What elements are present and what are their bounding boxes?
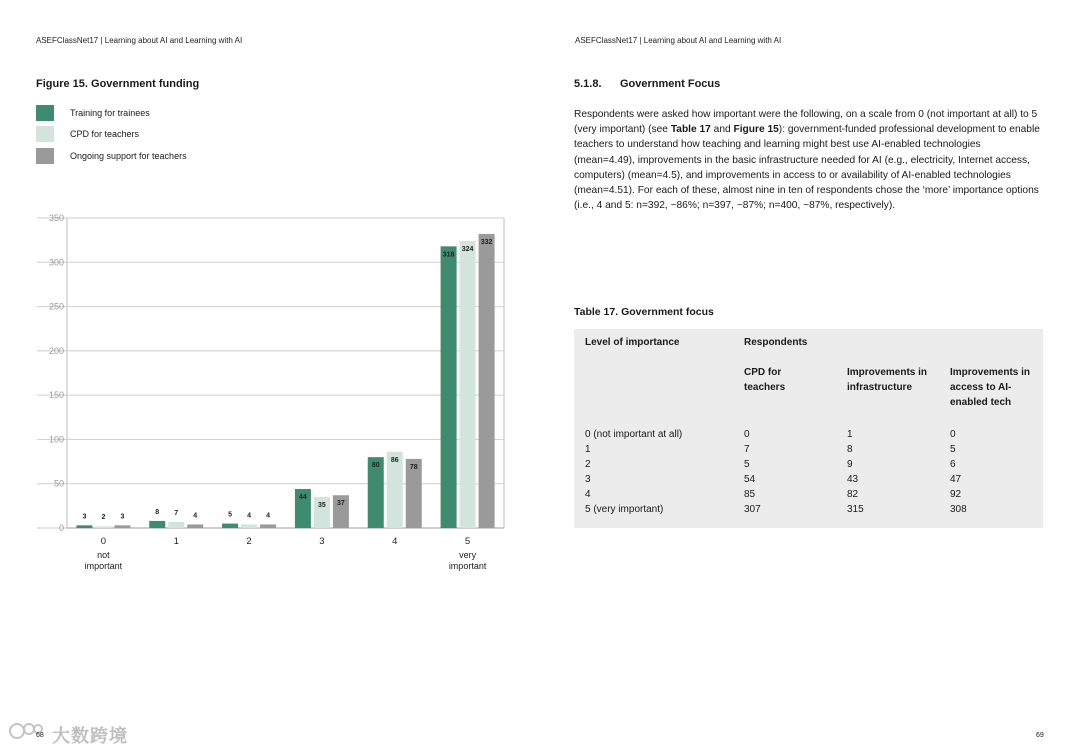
data-label: 4	[266, 512, 271, 520]
para-and: and	[710, 124, 734, 136]
data-label: 324	[461, 246, 474, 254]
table-reference[interactable]: Table 17	[670, 124, 711, 136]
data-label: 37	[337, 500, 345, 508]
data-label: 3	[120, 513, 125, 521]
bar-training-for-trainees-0	[76, 525, 92, 528]
cell-cpd: 85	[744, 489, 756, 500]
cell-cpd: 7	[744, 444, 750, 455]
cell-infrastructure: 9	[847, 459, 853, 470]
page-number-right: 69	[1036, 732, 1044, 739]
row-level: 3	[585, 474, 591, 485]
para-part1: Respondents were asked how important were the following, on a scale from 0 (not important at all) to 5 (very important) (see	[574, 109, 1038, 136]
para-part2: ): government-funded professional development to enable teachers to understand how teaching and learning might best use AI-enabled technologies (mean=4.49), improvements in the basic infrastructure needed for AI (e.g., electricity, Internet access, computers) (mean=4.5), and improvements in access to or availability of AI-enabled technologies (mean=4.51). For each of these, almost nine in ten of respondents chose the ‘more’ importance options (i.e., 4 and 5: n=392, ~86%; n=397, ~87%; n=400, ~87%, respectively).	[574, 124, 1040, 212]
data-label: 318	[442, 251, 455, 259]
figure-reference[interactable]: Figure 15	[733, 124, 779, 136]
data-label: 35	[318, 502, 326, 509]
cell-cpd: 307	[744, 504, 761, 515]
page-number-left: 68	[36, 732, 44, 739]
column-header-infrastructure: Improvements in infrastructure	[847, 367, 928, 393]
column-header-cpd: CPD for teachers	[744, 367, 786, 393]
bar-training-for-trainees-1	[149, 521, 165, 528]
bar-ongoing-support-for-teachers-5	[479, 234, 495, 528]
cell-access: 0	[950, 429, 956, 440]
data-label: 8	[155, 508, 160, 516]
bar-ongoing-support-for-teachers-2	[260, 524, 276, 528]
cell-access: 47	[950, 474, 962, 485]
data-label: 4	[247, 512, 252, 520]
y-tick-label: 350	[48, 213, 64, 223]
row-level: 0 (not important at all)	[585, 429, 683, 440]
header-respondents: Respondents	[744, 337, 808, 348]
x-tick-sublabel: not	[97, 550, 110, 560]
legend-label-ongoing: Ongoing support for teachers	[70, 150, 187, 161]
data-label: 4	[193, 512, 198, 520]
figure-title: Figure 15. Government funding	[36, 78, 200, 90]
section-paragraph	[574, 107, 1044, 213]
x-tick-sublabel: important	[448, 561, 487, 571]
data-label: 332	[480, 238, 493, 246]
cell-access: 5	[950, 444, 956, 455]
x-tick-label: 4	[392, 536, 398, 547]
data-label: 80	[371, 462, 380, 470]
header-level: Level of importance	[585, 337, 680, 348]
section-number: 5.1.8.	[574, 78, 602, 90]
running-header-right: ASEFClassNet17 | Learning about AI and Learning with AI	[575, 36, 782, 45]
cell-infrastructure: 315	[847, 504, 864, 515]
x-tick-sublabel: important	[84, 561, 123, 571]
x-tick-label: 5	[464, 536, 471, 547]
government-funding-chart	[0, 0, 560, 600]
legend-label-training: Training for trainees	[70, 107, 150, 118]
table-title: Table 17. Government focus	[574, 306, 714, 318]
data-label: 7	[174, 509, 179, 517]
government-focus-table	[574, 329, 1043, 528]
cell-access: 92	[950, 489, 962, 500]
x-tick-label: 2	[246, 536, 252, 547]
bar-cpd-for-teachers-1	[168, 522, 184, 528]
row-level: 4	[585, 489, 591, 500]
cell-infrastructure: 82	[847, 489, 859, 500]
y-tick-label: 150	[48, 390, 64, 401]
bar-cpd-for-teachers-2	[241, 524, 257, 528]
bar-cpd-for-teachers-0	[95, 526, 111, 528]
section-title: Government Focus	[620, 78, 721, 90]
data-label: 78	[409, 463, 418, 471]
legend-label-cpd: CPD for teachers	[70, 129, 140, 140]
running-header-left: ASEFClassNet17 | Learning about AI and Learning with AI	[36, 36, 243, 45]
cell-access: 308	[950, 504, 967, 515]
y-tick-label: 50	[53, 478, 64, 489]
column-header-access: Improvements in access to AI-enabled tech	[950, 367, 1031, 408]
cell-cpd: 5	[744, 459, 750, 470]
y-tick-label: 0	[58, 523, 64, 533]
y-tick-label: 250	[48, 301, 64, 312]
cell-cpd: 54	[744, 474, 756, 485]
row-level: 1	[585, 444, 591, 455]
cell-infrastructure: 8	[847, 444, 853, 455]
y-tick-label: 300	[48, 257, 64, 268]
data-label: 5	[228, 511, 233, 519]
bar-cpd-for-teachers-5	[460, 241, 476, 528]
cell-access: 6	[950, 459, 956, 470]
row-level: 2	[585, 459, 591, 470]
cell-infrastructure: 43	[847, 474, 859, 485]
y-tick-label: 200	[48, 345, 64, 356]
x-tick-label: 0	[100, 536, 107, 547]
cell-infrastructure: 1	[847, 429, 853, 440]
data-label: 44	[299, 494, 307, 502]
x-tick-label: 3	[319, 536, 325, 547]
bar-training-for-trainees-5	[441, 246, 457, 528]
row-level: 5 (very important)	[585, 504, 664, 515]
watermark-text: 大数跨境	[52, 726, 128, 746]
data-label: 3	[82, 513, 87, 521]
data-label: 86	[390, 456, 399, 464]
bar-ongoing-support-for-teachers-0	[114, 525, 130, 528]
y-tick-label: 100	[48, 434, 64, 445]
x-tick-sublabel: very	[459, 550, 477, 560]
x-tick-label: 1	[173, 536, 179, 547]
cell-cpd: 0	[744, 429, 750, 440]
bar-ongoing-support-for-teachers-1	[187, 524, 203, 528]
data-label: 2	[101, 514, 106, 522]
bar-training-for-trainees-2	[222, 524, 238, 528]
